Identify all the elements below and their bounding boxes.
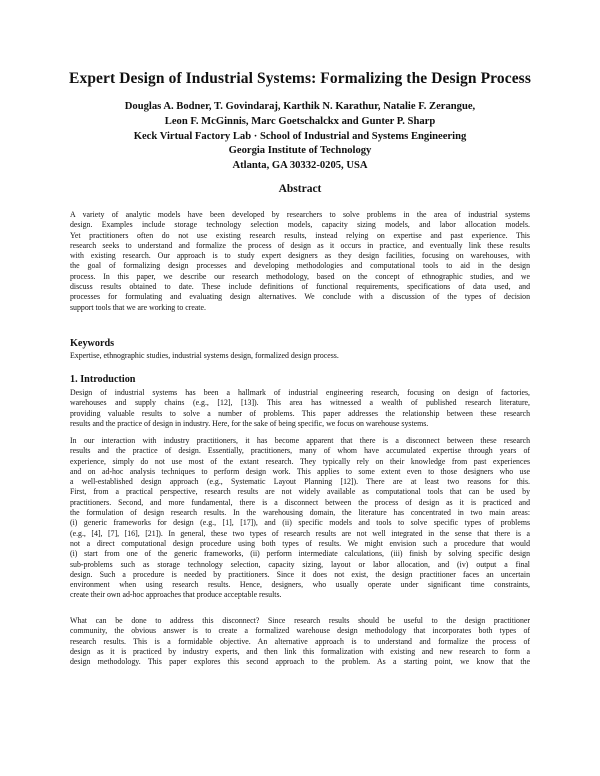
text-line: with existing research. Our approach is to study expert designers as they design facilities, focusing on warehouses, with bbox=[70, 251, 530, 261]
text-line: results and the practice of design in industry. Here, for the sake of being specific, we focus on warehouse systems. bbox=[70, 418, 429, 428]
text-line: and on ad-hoc analysis techniques to perform design work. This applies to some extent even to those designers who use bbox=[70, 466, 530, 476]
text-line: processes for formulating and evaluating design alternatives. We conclude with a discussion of the types of decision bbox=[70, 292, 530, 302]
abstract-heading: Abstract bbox=[278, 183, 322, 195]
keywords-text: Expertise, ethnographic studies, industrial systems design, formalized design process. bbox=[70, 351, 339, 360]
text-line: experience, simply do not use most of the extant research. They typically rely on their knowledge from past experiences bbox=[70, 456, 530, 466]
text-line: the goal of formalizing design processes and developing methodologies and computational tools to aid in the design bbox=[70, 261, 530, 271]
address-line: Atlanta, GA 30332-0205, USA bbox=[232, 160, 368, 172]
text-line: (e.g., [4], [7], [16], [21]). In general, these two types of research results are not well integrated in the sense that there is a bbox=[70, 528, 530, 538]
text-line: the formulation of design research results. In the warehousing domain, the literature has concentrated in two main areas: bbox=[70, 508, 530, 518]
text-line: create their own ad-hoc approaches that produce acceptable results. bbox=[70, 590, 282, 600]
intro-paragraph-3 bbox=[70, 616, 530, 667]
abstract-text bbox=[70, 210, 530, 313]
text-line: practitioners. Second, and more fundamental, there is a disconnect between the process of design as it is practiced and bbox=[70, 497, 530, 507]
text-line: What can be done to address this disconnect? Since research results should be useful to the design practitioner bbox=[70, 616, 530, 625]
introduction-heading: 1. Introduction bbox=[70, 374, 136, 385]
text-line: sub-problems such as storage technology selection, capacity sizing, layout or labor allocation, and (iv) output a final bbox=[70, 559, 530, 569]
text-line: research results. This is a formidable objective. An alternative approach is to understand and formalize the process of bbox=[70, 636, 530, 646]
text-line: support tools that we are working to create. bbox=[70, 302, 206, 312]
affiliation-line: Georgia Institute of Technology bbox=[228, 145, 372, 157]
text-line: providing valuable results to solve a number of problems. This paper addresses the relationship between these research bbox=[70, 408, 530, 418]
paper-title: Expert Design of Industrial Systems: Formalizing the Design Process bbox=[69, 70, 531, 87]
text-line: results and the practice of design. Essentially, practitioners, many of whom have accumulated expertise through years of bbox=[70, 446, 530, 456]
author-line: Douglas A. Bodner, T. Govindaraj, Karthik N. Karathur, Natalie F. Zerangue, bbox=[124, 101, 476, 112]
intro-paragraph-1 bbox=[70, 388, 530, 429]
author-block bbox=[0, 100, 600, 174]
intro-paragraph-2 bbox=[70, 436, 530, 601]
text-line: discuss results obtained to date. These include definitions of functional requirements, specifications of data used, and bbox=[70, 282, 530, 292]
text-line: Design of industrial systems has been a hallmark of industrial engineering research, focusing on design of factories, bbox=[70, 388, 530, 397]
text-line: (i) generic frameworks for design (e.g., [1], [17]), and (ii) specific models and tools to solve specific types of problems bbox=[70, 518, 530, 528]
text-line: design as it is practiced by industry experts, and then link this formalization with existing and new research to form a bbox=[70, 646, 530, 656]
text-line: environment when using research results. Hence, designers, who usually operate under significant time constraints, bbox=[70, 580, 530, 590]
text-line: In our interaction with industry practitioners, it has become apparent that there is a disconnect between these research bbox=[70, 436, 530, 445]
text-line: design. Such a procedure is needed by practitioners. Since it does not exist, the design practitioner faces an uncertain bbox=[70, 569, 530, 579]
text-line: design. Examples include storage technology selection models, capacity sizing models, and labor allocation models. bbox=[70, 220, 530, 230]
text-line: A variety of analytic models have been developed by researchers to solve problems in the area of industrial systems bbox=[70, 210, 530, 219]
keywords-heading: Keywords bbox=[70, 338, 115, 349]
text-line: not a direct computational design procedure using both types of results. We might envision such a procedure that would bbox=[70, 538, 530, 548]
text-line: warehouses and supply chains (e.g., [12], [13]). This area has witnessed a wealth of published research literature, bbox=[70, 398, 530, 408]
text-line: (i) start from one of the generic frameworks, (ii) perform intermediate calculations, (iii) finish by solving specific design bbox=[70, 549, 530, 559]
text-line: First, from a practical perspective, research results are not widely available as computational tools that can be used by bbox=[70, 487, 530, 497]
text-line: design methodology. This paper explores this second approach to the problem. As a starting point, we know that the bbox=[70, 657, 530, 667]
author-line: Leon F. McGinnis, Marc Goetschalckx and Gunter P. Sharp bbox=[164, 115, 436, 127]
text-line: Yet practitioners often do not use existing research results, instead relying on expertise and past experience. This bbox=[70, 230, 530, 240]
text-line: research seeks to understand and formalize the process of design as it occurs in practice, and eventually link these results bbox=[70, 240, 530, 250]
text-line: process. In this paper, we describe our research methodology, based on the concept of ethnographic studies, and we bbox=[70, 271, 530, 281]
text-line: a well-established design approach (e.g., Systematic Layout Planning [12]). There are at least two reasons for this. bbox=[70, 477, 530, 487]
affiliation-line: Keck Virtual Factory Lab · School of Industrial and Systems Engineering bbox=[133, 130, 467, 142]
text-line: community, the obvious answer is to create a formalized warehouse design methodology that incorporates both types of bbox=[70, 626, 530, 636]
